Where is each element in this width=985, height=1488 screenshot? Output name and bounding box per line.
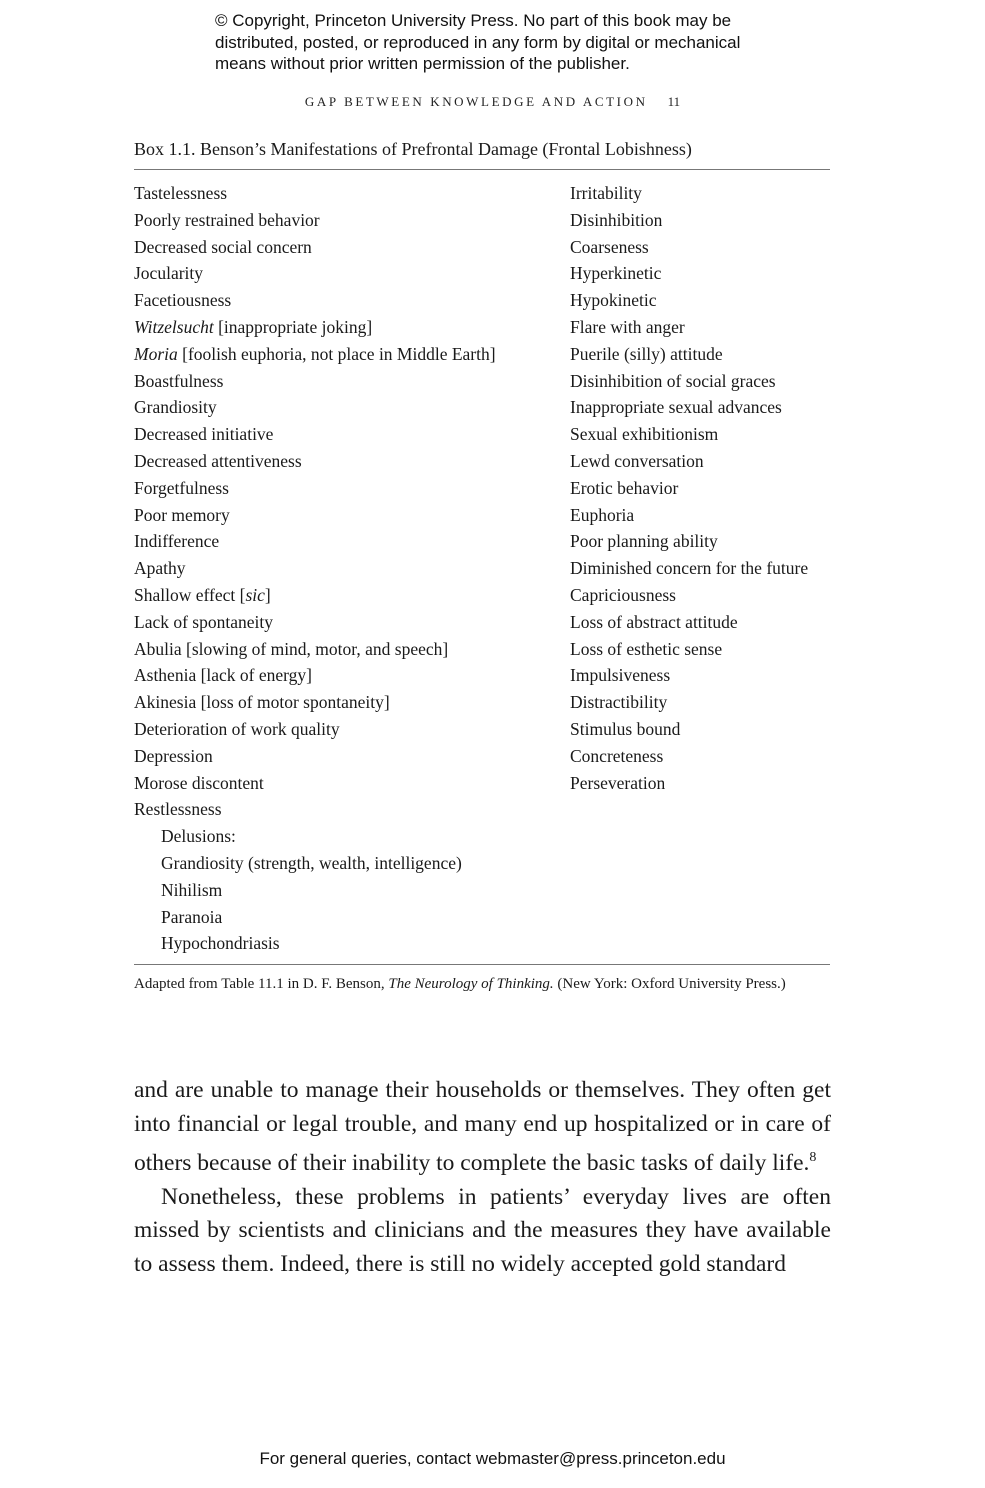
left-list-item: Restlessness (134, 799, 222, 820)
copyright-notice (215, 10, 855, 75)
copyright-line-3: means without prior written permission of the publisher. (215, 54, 630, 73)
right-list-item: Stimulus bound (570, 718, 681, 739)
left-list-item: Facetiousness (134, 290, 232, 311)
right-list-item: Capriciousness (570, 584, 676, 605)
left-list-item: Grandiosity (134, 397, 217, 418)
body-text (134, 1074, 831, 1281)
box-title: Box 1.1. Benson’s Manifestations of Prefrontal Damage (Frontal Lobishness) (134, 139, 692, 159)
left-list-item: Abulia [slowing of mind, motor, and speech] (134, 638, 449, 659)
item-sic: sic (245, 584, 265, 605)
left-list-item: Deterioration of work quality (134, 718, 340, 739)
box-top-rule (134, 169, 830, 170)
right-list-item: Distractibility (570, 692, 668, 713)
right-list-item: Poor planning ability (570, 531, 718, 552)
caption-book-title: The Neurology of Thinking. (388, 976, 554, 992)
left-list-item: Nihilism (161, 879, 223, 900)
left-list-item: Morose discontent (134, 772, 264, 793)
right-list-item: Sexual exhibitionism (570, 424, 719, 445)
left-list-item: Tastelessness (134, 183, 228, 203)
item-gloss: [inappropriate joking] (213, 316, 373, 337)
caption-suffix: (New York: Oxford University Press.) (553, 976, 786, 992)
page-number: 11 (667, 94, 681, 109)
box-caption (134, 976, 854, 993)
item-term: Moria (134, 343, 178, 364)
left-list-item: Lack of spontaneity (134, 611, 273, 632)
left-list-item: Delusions: (161, 826, 236, 847)
right-list-item: Puerile (silly) attitude (570, 343, 723, 364)
left-list-item: Poor memory (134, 504, 230, 525)
right-list-item: Erotic behavior (570, 477, 679, 498)
box-left-column (134, 180, 564, 957)
right-list-item: Perseveration (570, 772, 666, 793)
right-list-item: Hypokinetic (570, 290, 657, 311)
left-list-item: Decreased attentiveness (134, 450, 302, 471)
body-paragraph-2 (134, 1181, 831, 1282)
right-list-item: Flare with anger (570, 316, 685, 337)
left-list-item: Depression (134, 745, 213, 766)
left-list-item: Jocularity (134, 263, 204, 284)
item-text: ] (264, 584, 271, 605)
right-list-item: Disinhibition of social graces (570, 370, 776, 391)
right-list-item: Disinhibition (570, 209, 663, 230)
footer-contact: For general queries, contact webmaster@press.princeton.edu (259, 1449, 726, 1468)
running-head (0, 94, 985, 110)
left-list-item: Hypochondriasis (161, 933, 280, 954)
paragraph-2-text: Nonetheless, these problems in patients’ everyday lives are often missed by scientists and clinicians and the measures they have available to assess them. Indeed, there is still no widely accepted gold standard (134, 1183, 831, 1277)
item-gloss: [foolish euphoria, not place in Middle Earth] (177, 343, 496, 364)
left-list-item: Decreased initiative (134, 424, 274, 445)
body-paragraph-1 (134, 1074, 831, 1181)
right-list-item: Loss of esthetic sense (570, 638, 723, 659)
right-list-item: Lewd conversation (570, 450, 704, 471)
right-list-item: Euphoria (570, 504, 635, 525)
left-list-item: Apathy (134, 558, 186, 579)
right-list-item: Loss of abstract attitude (570, 611, 738, 632)
item-text: Shallow effect [ (134, 584, 246, 605)
paragraph-1-text: and are unable to manage their households or themselves. They often get into financial or legal trouble, and many end up hospitalized or in care of others because of their inability to complete the basic tasks of daily life. (134, 1077, 831, 1177)
right-list-item: Impulsiveness (570, 665, 671, 686)
left-list-item: Poorly restrained behavior (134, 209, 320, 230)
left-list-item: Akinesia [loss of motor spontaneity] (134, 692, 390, 713)
left-list-item: Decreased social concern (134, 236, 312, 257)
left-list-item: Asthenia [lack of energy] (134, 665, 313, 686)
right-list-item: Irritability (570, 183, 642, 203)
left-list-item: Indifference (134, 531, 220, 552)
left-list-item: Forgetfulness (134, 477, 229, 498)
copyright-line-2: distributed, posted, or reproduced in any form by digital or mechanical (215, 32, 741, 52)
left-list-item: Paranoia (161, 906, 223, 927)
right-list-item: Concreteness (570, 745, 664, 766)
box-bottom-rule (134, 964, 830, 965)
left-list-item: Grandiosity (strength, wealth, intelligence) (161, 852, 462, 873)
copyright-line-1: © Copyright, Princeton University Press. No part of this book may be (215, 11, 732, 30)
left-list-item (134, 582, 564, 609)
right-list-item: Hyperkinetic (570, 263, 662, 284)
right-list-item: Coarseness (570, 236, 649, 257)
left-list-item: Boastfulness (134, 370, 224, 391)
right-list-item: Inappropriate sexual advances (570, 397, 782, 418)
right-list-item: Diminished concern for the future (570, 558, 809, 579)
item-term: Witzelsucht (134, 316, 214, 337)
footnote-marker: 8 (809, 1150, 817, 1166)
caption-prefix: Adapted from Table 11.1 in D. F. Benson, (134, 976, 389, 992)
left-list-item (134, 341, 564, 368)
running-head-title: GAP BETWEEN KNOWLEDGE AND ACTION (304, 94, 648, 109)
box-right-column (570, 180, 850, 796)
left-list-item (134, 314, 564, 341)
